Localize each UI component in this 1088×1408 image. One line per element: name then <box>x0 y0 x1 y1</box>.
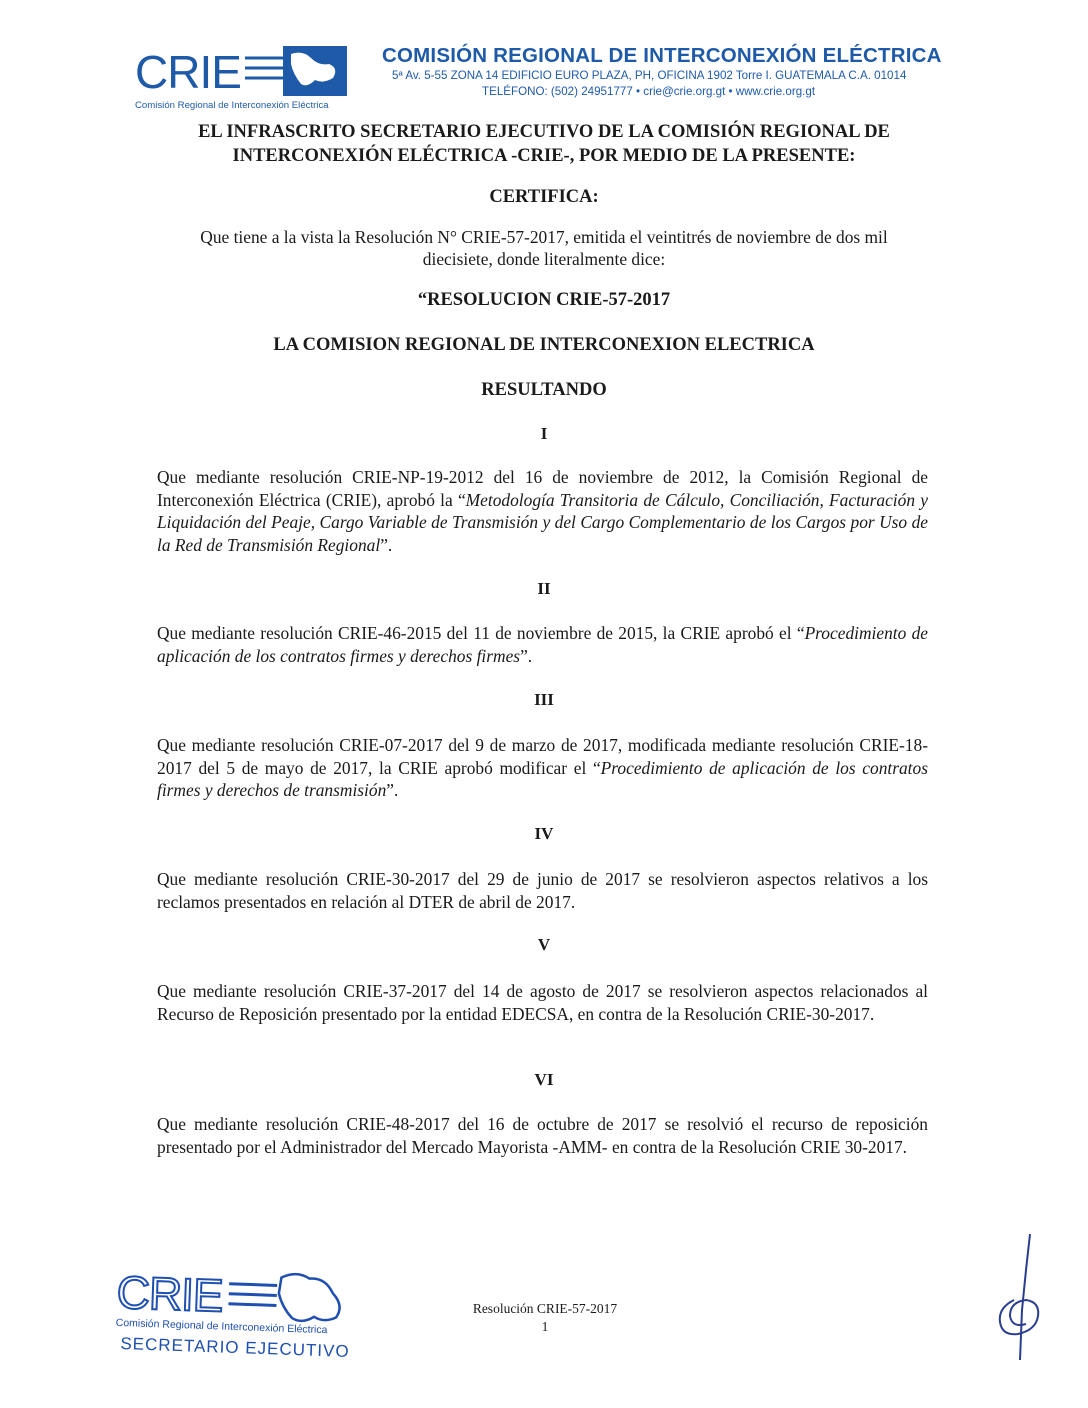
section-numeral: V <box>537 935 551 954</box>
resolution-reference: Resolución CRIE-57-2017 <box>472 1301 618 1316</box>
section-paragraph: Que mediante resolución CRIE-NP-19-2012 del 16 de noviembre de 2012, la Comisión Regional de Interconexión Eléctrica (CRIE), aprobó la “Metodología Transitoria de Cálculo, Conciliación, Facturación y Liquidación del Peaje, Cargo Variable de Transmisión y del Cargo Complementario de los Cargos por Uso de la Red de Transmisión Regional”. <box>157 467 928 555</box>
resolution-title: “RESOLUCION CRIE-57-2017 <box>417 290 671 310</box>
commission-title: LA COMISION REGIONAL DE INTERCONEXION ELECTRICA <box>273 335 815 355</box>
section-paragraph: Que mediante resolución CRIE-37-2017 del 14 de agosto de 2017 se resolvieron aspectos relacionados al Recurso de Reposición presentado por la entidad EDECSA, en contra de la Resolución CRIE-30-2017. <box>157 981 928 1024</box>
section-numeral: II <box>537 579 551 598</box>
crie-logo <box>133 44 368 112</box>
stamp-title: SECRETARIO EJECUTIVO <box>120 1334 350 1361</box>
header-line-1: EL INFRASCRITO SECRETARIO EJECUTIVO DE LA COMISIÓN REGIONAL DE <box>198 122 890 142</box>
logo-subtitle: Comisión Regional de Interconexión Eléctrica <box>135 100 329 111</box>
organization-name: COMISIÓN REGIONAL DE INTERCONEXIÓN ELÉCTRICA <box>382 44 942 67</box>
section-paragraph: Que mediante resolución CRIE-30-2017 del 29 de junio de 2017 se resolvieron aspectos relativos a los reclamos presentados en relación al DTER de abril de 2017. <box>157 869 928 912</box>
svg-text:CRIE: CRIE <box>135 46 241 98</box>
resultando-heading: RESULTANDO <box>481 380 607 400</box>
section-numeral: I <box>540 424 548 443</box>
footer-reference <box>440 1300 650 1336</box>
section-paragraph: Que mediante resolución CRIE-48-2017 del 16 de octubre de 2017 se resolvió el recurso de reposición presentado por el Administrador del Mercado Mayorista -AMM- en contra de la Resolución CRIE 30-2017. <box>157 1114 928 1157</box>
handwritten-signature <box>990 1230 1060 1370</box>
organization-contact: TELÉFONO: (502) 24951777 • crie@crie.org.gt • www.crie.org.gt <box>482 85 816 98</box>
intro-line-1: Que tiene a la vista la Resolución N° CRIE-57-2017, emitida el veintitrés de noviembre de dos mil <box>200 227 888 247</box>
intro-line-2: diecisiete, donde literalmente dice: <box>422 249 666 269</box>
header-line-2: INTERCONEXIÓN ELÉCTRICA -CRIE-, POR MEDIO DE LA PRESENTE: <box>232 146 856 166</box>
certifica-heading: CERTIFICA: <box>489 187 599 207</box>
page-number: 1 <box>541 1319 549 1334</box>
organization-address: 5ª Av. 5-55 ZONA 14 EDIFICIO EURO PLAZA, PH, OFICINA 1902 Torre I. GUATEMALA C.A. 01014 <box>392 69 907 82</box>
section-numeral: III <box>534 690 554 709</box>
section-numeral: VI <box>534 1070 554 1089</box>
section-paragraph: Que mediante resolución CRIE-46-2015 del 11 de noviembre de 2015, la CRIE aprobó el “Procedimiento de aplicación de los contratos firmes y derechos firmes”. <box>157 623 928 666</box>
section-numeral: IV <box>534 824 554 843</box>
svg-text:CRIE: CRIE <box>115 1265 224 1322</box>
svg-text:Comisión Regional de Intercone: Comisión Regional de Interconexión Eléctrica <box>115 1316 328 1337</box>
section-paragraph: Que mediante resolución CRIE-07-2017 del 9 de marzo de 2017, modificada mediante resolución CRIE-18-2017 del 5 de mayo de 2017, la CRIE aprobó modificar el “Procedimiento de aplicación de los contratos firmes y derechos de transmisión”. <box>157 735 928 800</box>
